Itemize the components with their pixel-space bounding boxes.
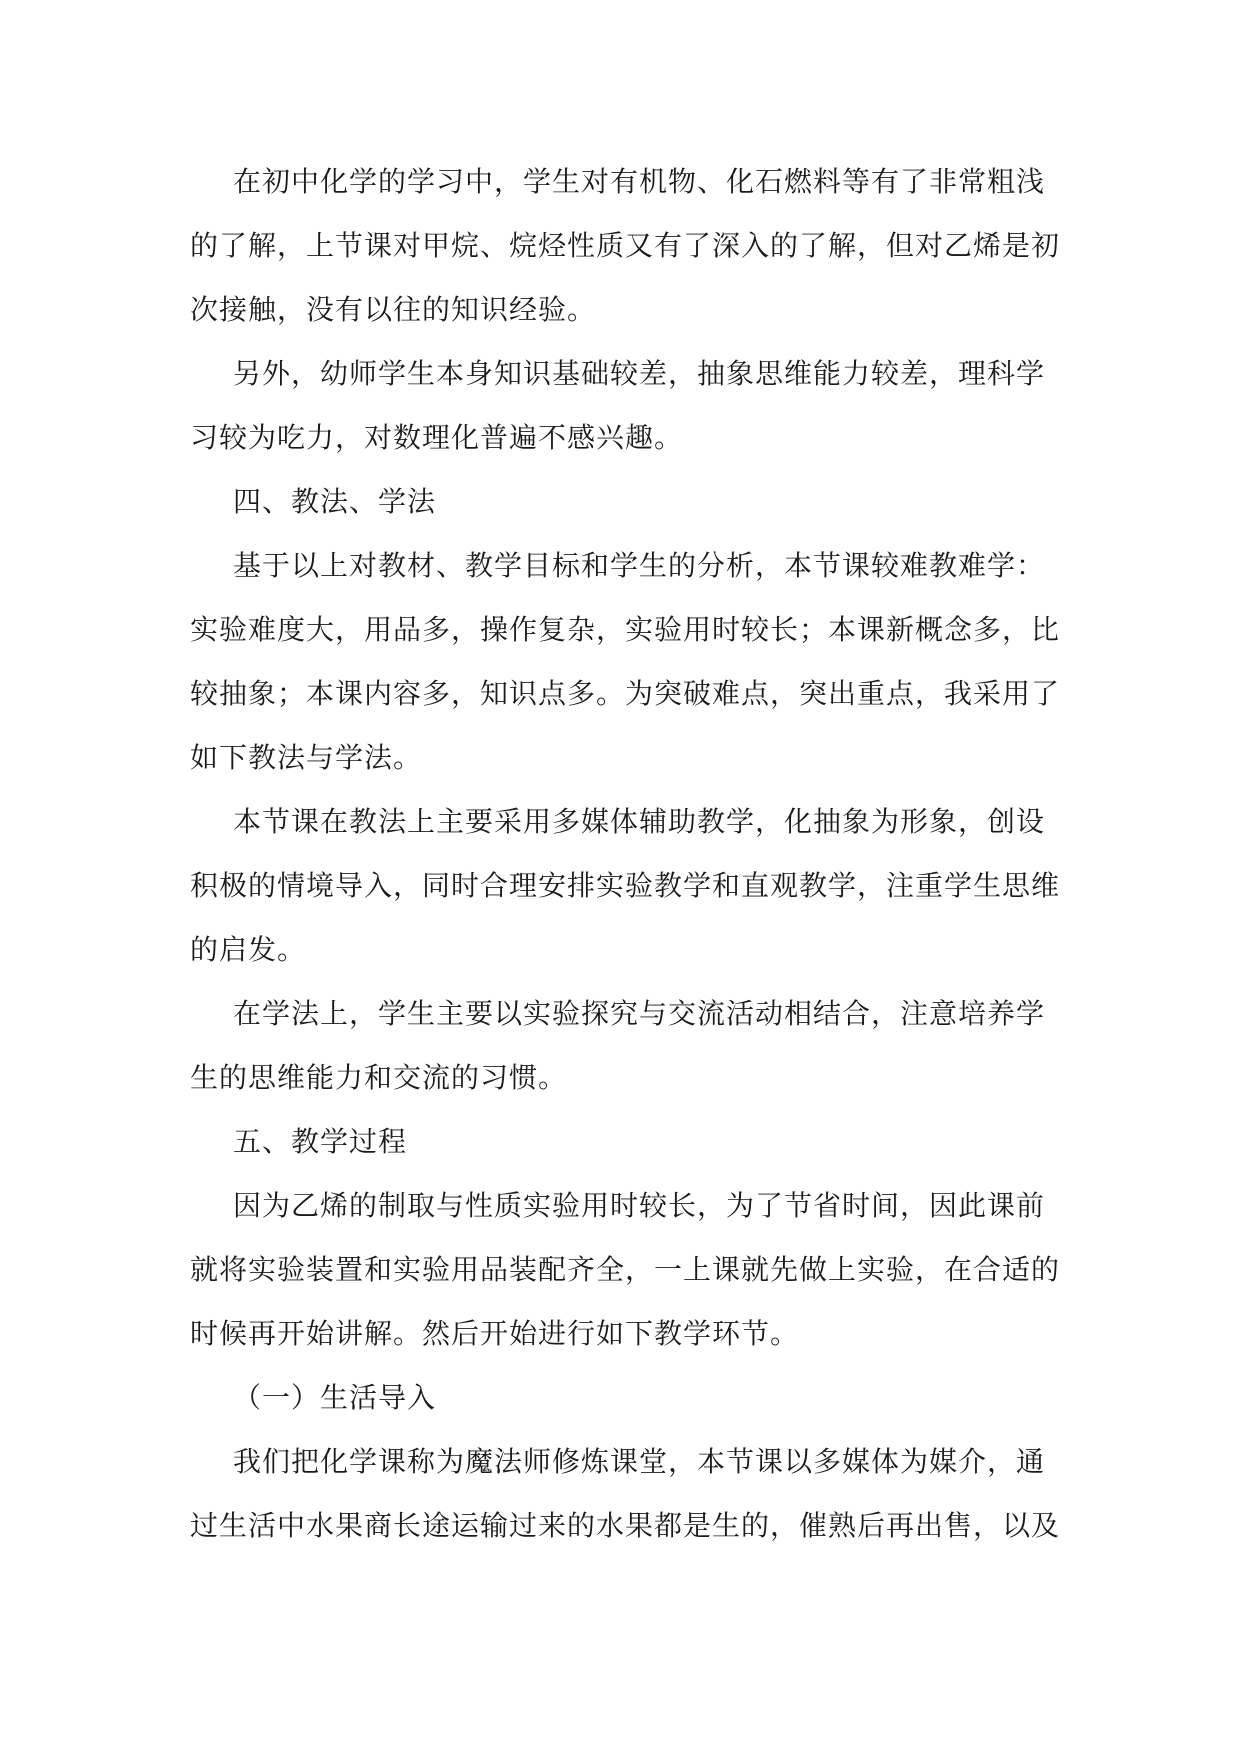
paragraph-student-background: 在初中化学的学习中，学生对有机物、化石燃料等有了非常粗浅 的了解，上节课对甲烷、烷烃性质又有了深入的了解，但对乙烯是初 次接触，没有以往的知识经验。 — [190, 165, 1061, 326]
paragraph-student-weakness: 另外，幼师学生本身知识基础较差，抽象思维能力较差，理科学 习较为吃力，对数理化普遍不感兴趣。 — [190, 357, 1046, 454]
paragraph-learning-method: 在学法上，学生主要以实验探究与交流活动相结合，注意培养学 生的思维能力和交流的习惯。 — [190, 997, 1046, 1094]
paragraph-difficulty-analysis: 基于以上对教材、教学目标和学生的分析，本节课较难教难学： 实验难度大，用品多，操作复杂，实验用时较长；本课新概念多，比 较抽象；本课内容多，知识点多。为突破难点，突出重点，我采用了 如下教法与学法。 — [190, 549, 1061, 774]
paragraph-magic-classroom: 我们把化学课称为魔法师修炼课堂，本节课以多媒体为媒介，通 过生活中水果商长途运输过来的水果都是生的，催熟后再出售，以及 — [190, 1445, 1061, 1542]
paragraph-experiment-preparation: 因为乙烯的制取与性质实验用时较长，为了节省时间，因此课前 就将实验装置和实验用品装配齐全，一上课就先做上实验，在合适的 时候再开始讲解。然后开始进行如下教学环节。 — [190, 1189, 1061, 1350]
subsection-heading-life-introduction: （一）生活导入 — [233, 1381, 437, 1414]
paragraph-teaching-method: 本节课在教法上主要采用多媒体辅助教学，化抽象为形象，创设 积极的情境导入，同时合理安排实验教学和直观教学，注重学生思维 的启发。 — [190, 805, 1061, 966]
document-body — [190, 150, 1060, 1558]
section-heading-teaching-process: 五、教学过程 — [233, 1125, 408, 1158]
section-heading-teaching-methods: 四、教法、学法 — [233, 485, 437, 518]
